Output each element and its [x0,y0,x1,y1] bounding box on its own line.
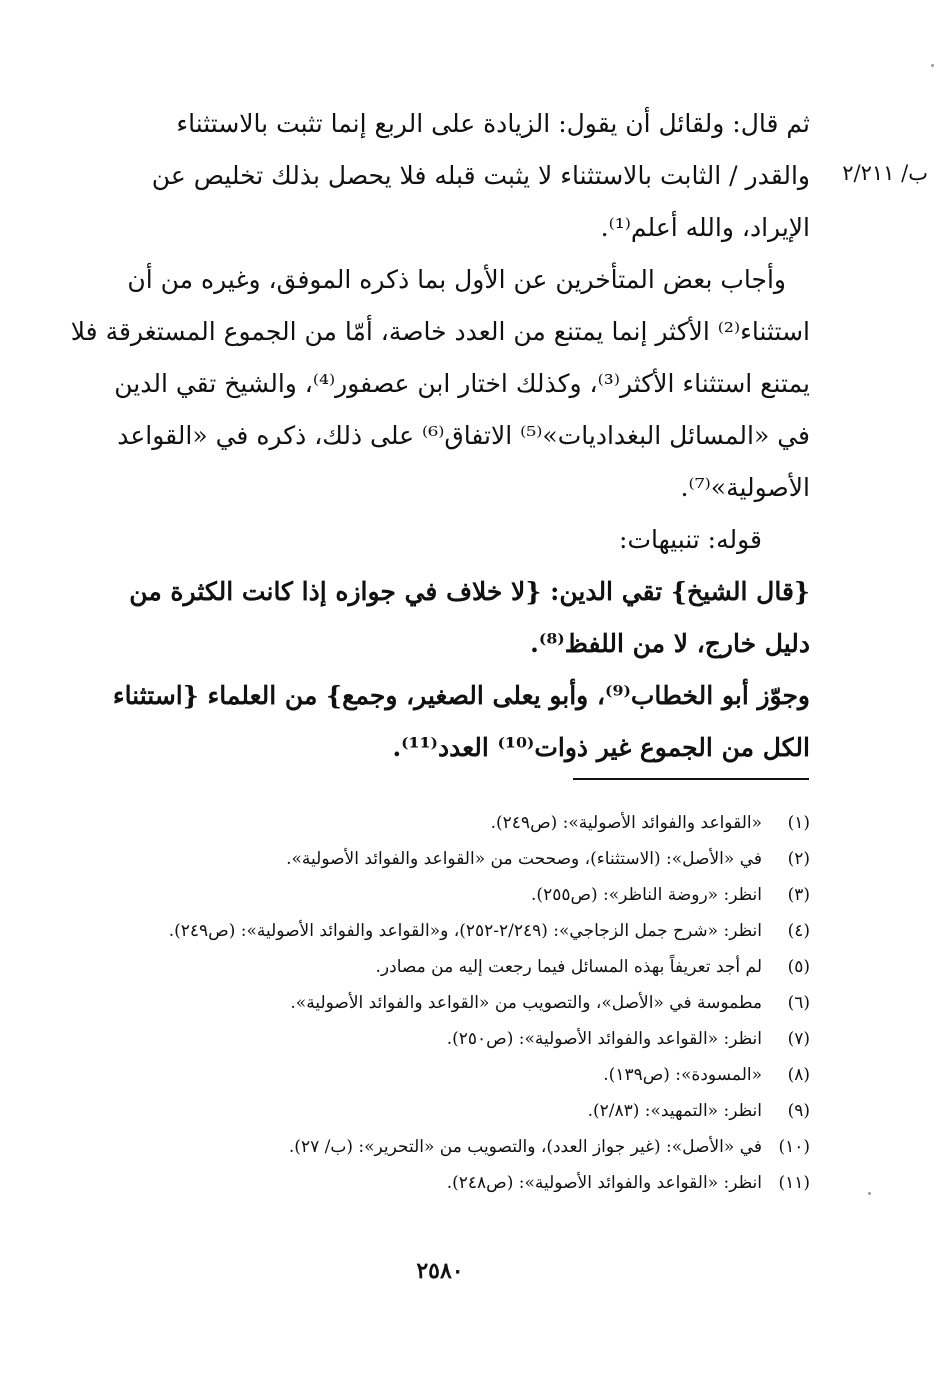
text-line: الكل من الجموع غير ذوات⁽¹⁰⁾ العدد⁽¹¹⁾. [392,733,810,762]
footnote [120,1021,810,1057]
footnote-text: انظر: «روضة الناظر»: (ص٢٥٥). [531,885,762,905]
text-line: دليل خارج، لا من اللفظ⁽⁸⁾. [530,629,810,658]
text-line: {قال الشيخ} تقي الدين: {لا خلاف في جوازه إذا كانت الكثرة من [129,577,810,606]
footnote-number: (١١) [778,1173,810,1193]
footnote-text: في «الأصل»: (غير جواز العدد)، والتصويب من «التحرير»: (ب/ ٢٧). [288,1137,762,1157]
page-number: ٢٥٨٠ [416,1258,464,1284]
scan-speck [931,64,934,67]
footnote [120,1093,810,1129]
footnote [120,913,810,949]
section-heading: قوله: تنبيهات: [619,525,762,554]
footnote-text: انظر: «شرح جمل الزجاجي»: (٢/٢٤٩-٢٥٢)، و«القواعد والفوائد الأصولية»: (ص٢٤٩). [168,921,762,941]
footnote [120,1165,810,1201]
text-line: وأجاب بعض المتأخرين عن الأول بما ذكره الموفق، وغيره من أن [127,265,786,294]
footnote [120,949,810,985]
footnotes [120,805,810,1201]
text-line: الأصولية»⁽⁷⁾. [680,473,810,502]
footnote-text: في «الأصل»: (الاستثناء)، وصححت من «القواعد والفوائد الأصولية». [286,849,762,869]
footnote [120,805,810,841]
footnote-text: «المسودة»: (ص١٣٩). [603,1065,762,1085]
footnote-text: «القواعد والفوائد الأصولية»: (ص٢٤٩). [490,813,762,833]
footnote-text: انظر: «القواعد والفوائد الأصولية»: (ص٢٥٠). [446,1029,762,1049]
margin-manuscript-reference: ب/ ٢/٢١١ [842,161,928,185]
footnote-text: انظر: «التمهيد»: (٢/٨٣). [587,1101,762,1121]
footnote-text: انظر: «القواعد والفوائد الأصولية»: (ص٢٤٨). [446,1173,762,1193]
footnote [120,1129,810,1165]
text-line: الإيراد، والله أعلم⁽¹⁾. [600,213,810,242]
text-line: وجوّز أبو الخطاب⁽⁹⁾، وأبو يعلى الصغير، وجمع} من العلماء {استثناء [112,681,810,710]
footnote-number: (٨) [787,1065,810,1085]
footnote-number: (١٠) [778,1137,810,1157]
footnote [120,841,810,877]
footnote-number: (١) [787,813,810,833]
text-line: استثناء⁽²⁾ الأكثر إنما يمتنع من العدد خاصة، أمّا من الجموع المستغرقة فلا [70,317,810,346]
text-line: والقدر / الثابت بالاستثناء لا يثبت قبله فلا يحصل بذلك تخليص عن [151,161,810,190]
footnote-text: لم أجد تعريفاً بهذه المسائل فيما رجعت إليه من مصادر. [375,957,762,977]
scan-speck [868,1192,871,1195]
footnote-number: (٢) [787,849,810,869]
text-line: ثم قال: ولقائل أن يقول: الزيادة على الربع إنما تثبت بالاستثناء [176,109,810,138]
footnote-number: (٩) [787,1101,810,1121]
text-line: يمتنع استثناء الأكثر⁽³⁾، وكذلك اختار ابن عصفور⁽⁴⁾، والشيخ تقي الدين [114,369,810,398]
footnote-number: (٦) [787,993,810,1013]
footnote-number: (٧) [787,1029,810,1049]
footnote [120,877,810,913]
footnote [120,1057,810,1093]
footnote-number: (٤) [787,921,810,941]
main-text [70,98,810,774]
footnote-text: مطموسة في «الأصل»، والتصويب من «القواعد والفوائد الأصولية». [290,993,762,1013]
footnote-number: (٥) [787,957,810,977]
footnote-number: (٣) [787,885,810,905]
footnote-divider [573,778,809,780]
footnote [120,985,810,1021]
text-line: في «المسائل البغداديات»⁽⁵⁾ الاتفاق⁽⁶⁾ على ذلك، ذكره في «القواعد [117,421,810,450]
